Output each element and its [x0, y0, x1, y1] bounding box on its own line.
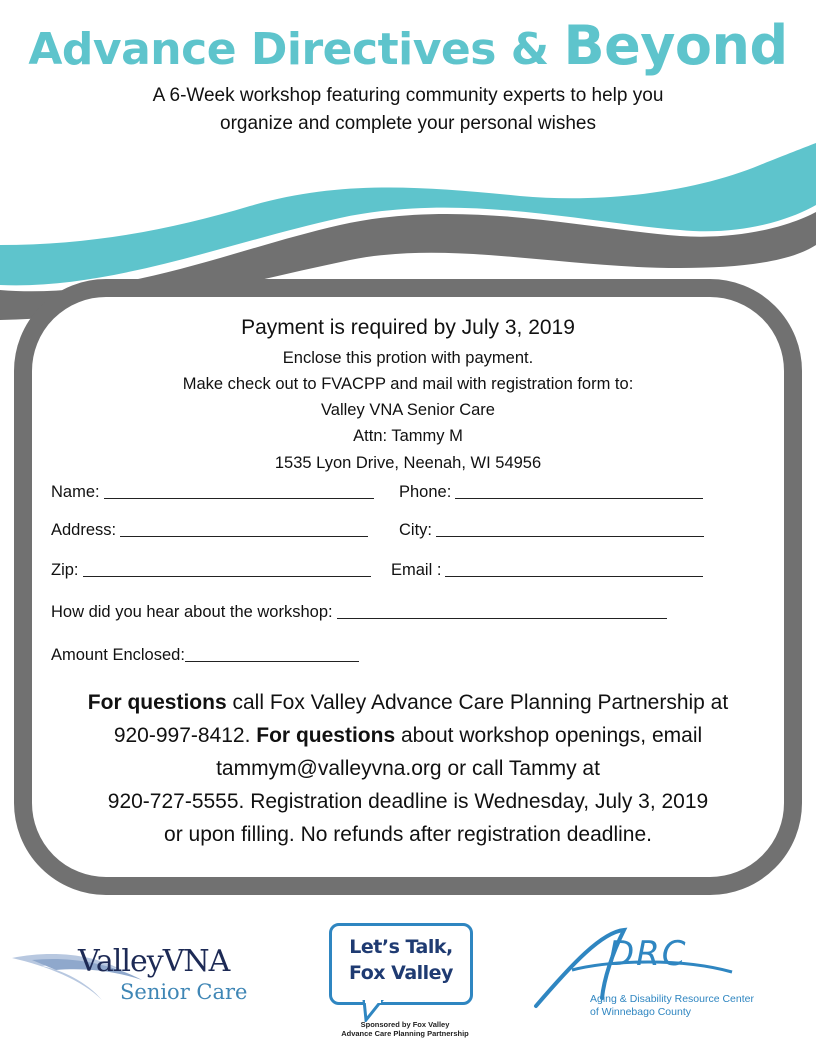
zip-input-line[interactable] — [83, 562, 371, 577]
address-input-line[interactable] — [120, 522, 368, 537]
questions-bold-1: For questions — [87, 691, 227, 714]
payment-line-check: Make check out to FVACPP and mail with registration form to: — [182, 375, 634, 393]
sponsor-line1: Sponsored by Fox Valley — [360, 1020, 450, 1029]
sponsor-line2: Advance Care Planning Partnership — [341, 1029, 469, 1038]
lets-talk-logo — [329, 923, 473, 1005]
city-field[interactable] — [399, 520, 704, 540]
address-field[interactable] — [51, 520, 368, 540]
page-title — [0, 14, 816, 77]
title-part2: Beyond — [563, 14, 788, 77]
payment-line-attn: Attn: Tammy M — [353, 427, 463, 445]
payment-line-enclose: Enclose this protion with payment. — [282, 349, 534, 367]
lets-talk-line1: Let’s Talk, — [349, 936, 453, 958]
name-label: Name: — [51, 483, 100, 501]
email-label: Email : — [391, 561, 442, 579]
subtitle — [0, 82, 816, 138]
amount-label: Amount Enclosed: — [51, 646, 185, 664]
speech-bubble-tail-icon — [360, 1000, 400, 1022]
phone-field[interactable] — [399, 482, 703, 502]
city-input-line[interactable] — [436, 522, 704, 537]
city-label: City: — [399, 521, 432, 539]
payment-heading: Payment is required by July 3, 2019 — [241, 316, 575, 339]
adrc-letters: DRC — [608, 934, 688, 974]
address-label: Address: — [51, 521, 117, 539]
name-input-line[interactable] — [104, 484, 374, 499]
adrc-sub-line1: Aging & Disability Resource Center — [590, 993, 754, 1005]
title-part1: Advance Directives & — [28, 24, 564, 75]
valley-vna-name: ValleyVNA — [78, 944, 230, 979]
valley-vna-subtitle: Senior Care — [120, 980, 248, 1004]
subtitle-line2: organize and complete your personal wishes — [220, 113, 596, 134]
amount-field[interactable] — [51, 645, 359, 665]
email-input-line[interactable] — [445, 562, 703, 577]
phone-label: Phone: — [399, 483, 452, 501]
subtitle-line1: A 6-Week workshop featuring community experts to help you — [152, 85, 664, 106]
hear-about-field[interactable] — [51, 602, 667, 622]
questions-text-2b: about workshop openings, email — [395, 724, 703, 747]
lets-talk-sponsor — [320, 1020, 490, 1038]
name-field[interactable] — [51, 482, 374, 502]
zip-field[interactable] — [51, 560, 371, 580]
zip-label: Zip: — [51, 561, 79, 579]
amount-input-line[interactable] — [185, 647, 359, 662]
phone-input-line[interactable] — [455, 484, 703, 499]
payment-line-address: 1535 Lyon Drive, Neenah, WI 54956 — [274, 454, 542, 472]
questions-text-4: 920-727-5555. Registration deadline is Wednesday, July 3, 2019 — [107, 790, 709, 813]
questions-text-2a: 920-997-8412. — [113, 724, 257, 747]
lets-talk-line2: Fox Valley — [349, 962, 453, 984]
adrc-subtitle — [590, 993, 754, 1019]
questions-bold-2: For questions — [256, 724, 396, 747]
questions-text-1: call Fox Valley Advance Care Planning Partnership at — [226, 691, 729, 714]
hear-about-label: How did you hear about the workshop: — [51, 603, 333, 621]
questions-text-3: tammym@valleyvna.org or call Tammy at — [216, 757, 600, 780]
email-field[interactable] — [391, 560, 703, 580]
hear-about-input-line[interactable] — [337, 604, 667, 619]
payment-line-org: Valley VNA Senior Care — [321, 401, 495, 419]
adrc-sub-line2: of Winnebago County — [590, 1006, 691, 1018]
questions-paragraph — [28, 686, 788, 851]
questions-text-5: or upon filling. No refunds after registration deadline. — [164, 823, 652, 846]
